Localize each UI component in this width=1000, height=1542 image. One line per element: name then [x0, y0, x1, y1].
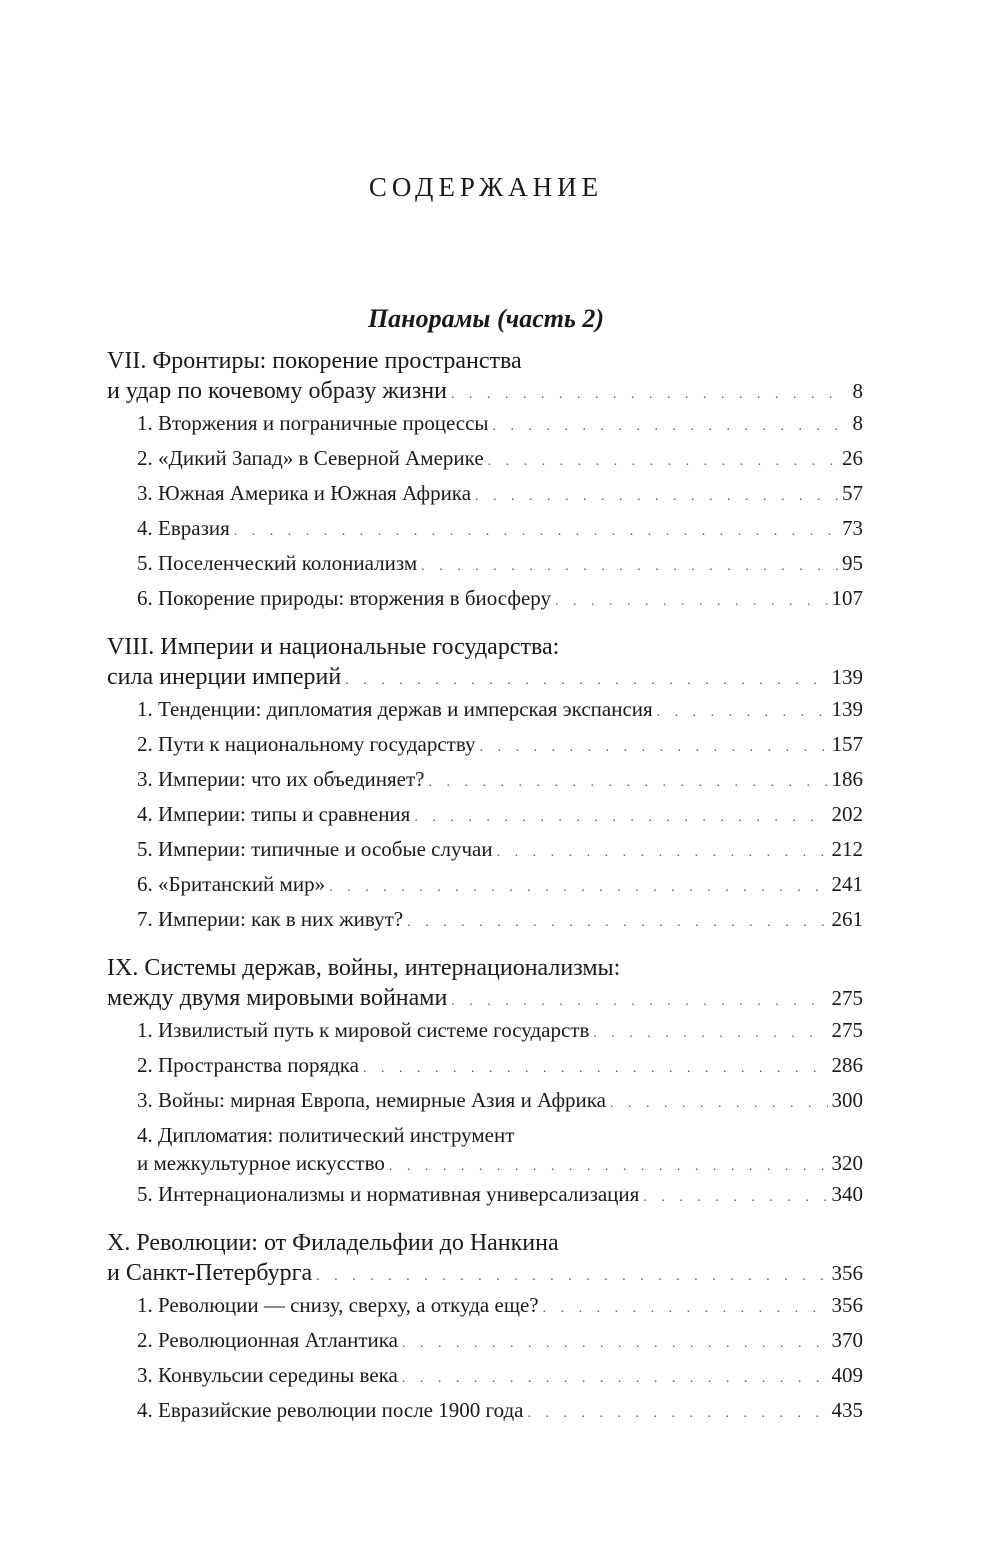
- toc-entry[interactable]: [107, 867, 863, 902]
- entry-title: 3. Империи: что их объединяет?: [137, 767, 425, 791]
- leader-dots: [421, 549, 838, 584]
- toc-entry[interactable]: [107, 441, 863, 476]
- toc-entry[interactable]: [107, 511, 863, 546]
- page-number: 340: [831, 1182, 863, 1206]
- toc-entry[interactable]: [107, 1149, 863, 1177]
- entry-title: 1. Извилистый путь к мировой системе государств: [137, 1018, 590, 1042]
- page-number: 186: [831, 767, 863, 791]
- toc-entry[interactable]: [107, 1013, 863, 1048]
- leader-dots: [402, 1326, 827, 1361]
- page-number: 95: [842, 551, 863, 575]
- entry-title: 7. Империи: как в них живут?: [137, 907, 404, 931]
- page-number: 139: [831, 665, 863, 689]
- entry-title: 5. Поселенческий колониализм: [137, 551, 418, 575]
- leader-dots: [643, 1180, 827, 1215]
- toc-entry[interactable]: [107, 1393, 863, 1428]
- toc-entry-chapter[interactable]: [107, 376, 863, 406]
- leader-dots: [451, 380, 839, 410]
- part-title: Панорамы (часть 2): [367, 304, 605, 333]
- toc-entry[interactable]: [107, 692, 863, 727]
- leader-dots: [402, 1361, 828, 1396]
- toc-entry[interactable]: [107, 762, 863, 797]
- toc-entry[interactable]: [107, 1288, 863, 1323]
- chapter-title-line2: сила инерции империй: [107, 664, 342, 690]
- toc-entry[interactable]: [107, 797, 863, 832]
- toc-entry[interactable]: [107, 1358, 863, 1393]
- leader-dots: [329, 870, 827, 905]
- leader-dots: [363, 1051, 828, 1086]
- leader-dots: [555, 584, 828, 619]
- entry-title: 2. Революционная Атлантика: [137, 1328, 399, 1352]
- entry-title: 4. Евразийские революции после 1900 года: [137, 1398, 524, 1422]
- page-number: 320: [831, 1151, 863, 1175]
- entry-title: 3. Южная Америка и Южная Африка: [137, 481, 472, 505]
- entry-title: 2. Пути к национальному государству: [137, 732, 476, 756]
- chapter-title-line1: X. Революции: от Филадельфии до Нанкина: [107, 1230, 559, 1256]
- toc-entry[interactable]: [107, 1323, 863, 1358]
- page-title: СОДЕРЖАНИЕ: [368, 172, 604, 202]
- table-of-contents: [107, 346, 863, 1428]
- page-number: 212: [831, 837, 863, 861]
- page-number: 202: [831, 802, 863, 826]
- chapter-title-line2: и удар по кочевому образу жизни: [107, 378, 447, 404]
- entry-title: 1. Вторжения и пограничные процессы: [137, 411, 489, 435]
- toc-entry[interactable]: [107, 1083, 863, 1118]
- page-number: 275: [831, 1018, 863, 1042]
- leader-dots: [528, 1396, 828, 1431]
- page-number: 241: [831, 872, 863, 896]
- page-number: 139: [831, 697, 863, 721]
- page-number: 261: [831, 907, 863, 931]
- entry-title: 2. «Дикий Запад» в Северной Америке: [137, 446, 484, 470]
- toc-chapter-9: [107, 953, 863, 1212]
- leader-dots: [543, 1291, 828, 1326]
- entry-title-line1: 4. Дипломатия: политический инструмент: [137, 1123, 515, 1147]
- chapter-title-line2: и Санкт-Петербурга: [107, 1260, 313, 1286]
- entry-title: 3. Конвульсии середины века: [137, 1363, 398, 1387]
- entry-title: 4. Империи: типы и сравнения: [137, 802, 411, 826]
- toc-entry-chapter[interactable]: [107, 1258, 863, 1288]
- toc-entry[interactable]: [107, 1048, 863, 1083]
- entry-title: 5. Империи: типичные и особые случаи: [137, 837, 493, 861]
- entry-title: и межкультурное искусство: [137, 1151, 385, 1175]
- page-number: 370: [831, 1328, 863, 1352]
- toc-chapter-10: [107, 1228, 863, 1428]
- leader-dots: [414, 800, 827, 835]
- leader-dots: [428, 765, 827, 800]
- page-number: 435: [831, 1398, 863, 1422]
- leader-dots: [488, 444, 838, 479]
- leader-dots: [593, 1016, 827, 1051]
- toc-entry[interactable]: [107, 1177, 863, 1212]
- page-number: 275: [831, 986, 863, 1010]
- leader-dots: [493, 409, 839, 444]
- leader-dots: [610, 1086, 828, 1121]
- leader-dots: [497, 835, 828, 870]
- leader-dots: [234, 514, 838, 549]
- page-number: 57: [842, 481, 863, 505]
- toc-entry[interactable]: [107, 581, 863, 616]
- chapter-title-line2: между двумя мировыми войнами: [107, 985, 448, 1011]
- entry-title: 5. Интернационализмы и нормативная универсализация: [137, 1182, 640, 1206]
- toc-chapter-8: [107, 632, 863, 937]
- entry-title: 6. «Британский мир»: [137, 872, 326, 896]
- chapter-title-line1: VIII. Империи и национальные государства:: [107, 634, 560, 660]
- page-number: 300: [831, 1088, 863, 1112]
- page-number: 8: [852, 379, 863, 403]
- toc-entry[interactable]: [107, 902, 863, 937]
- page-number: 409: [831, 1363, 863, 1387]
- chapter-title-line1: IX. Системы держав, войны, интернационализмы:: [107, 955, 621, 981]
- toc-chapter-7: [107, 346, 863, 616]
- page-number: 356: [831, 1261, 863, 1285]
- entry-title: 1. Тенденции: дипломатия держав и имперская экспансия: [137, 697, 653, 721]
- leader-dots: [407, 905, 827, 940]
- entry-title: 3. Войны: мирная Европа, немирные Азия и Африка: [137, 1088, 606, 1112]
- toc-entry[interactable]: [107, 546, 863, 581]
- page-number: 73: [842, 516, 863, 540]
- chapter-title-line1: VII. Фронтиры: покорение пространства: [107, 348, 522, 374]
- entry-title: 4. Евразия: [137, 516, 230, 540]
- toc-entry-line1[interactable]: [107, 1122, 863, 1149]
- page-number: 8: [852, 411, 863, 435]
- entry-title: 6. Покорение природы: вторжения в биосферу: [137, 586, 551, 610]
- toc-entry-chapter[interactable]: [107, 983, 863, 1013]
- toc-entry[interactable]: [107, 727, 863, 762]
- toc-entry-chapter[interactable]: [107, 662, 863, 692]
- toc-entry[interactable]: [107, 406, 863, 441]
- page-number: 157: [831, 732, 863, 756]
- page-number: 286: [831, 1053, 863, 1077]
- page-number: 26: [842, 446, 863, 470]
- leader-dots: [657, 695, 828, 730]
- page-number: 356: [831, 1293, 863, 1317]
- toc-entry[interactable]: [107, 832, 863, 867]
- leader-dots: [475, 479, 838, 514]
- toc-entry[interactable]: [107, 476, 863, 511]
- entry-title: 1. Революции — снизу, сверху, а откуда еще?: [137, 1293, 539, 1317]
- page-number: 107: [831, 586, 863, 610]
- leader-dots: [480, 730, 828, 765]
- entry-title: 2. Пространства порядка: [137, 1053, 359, 1077]
